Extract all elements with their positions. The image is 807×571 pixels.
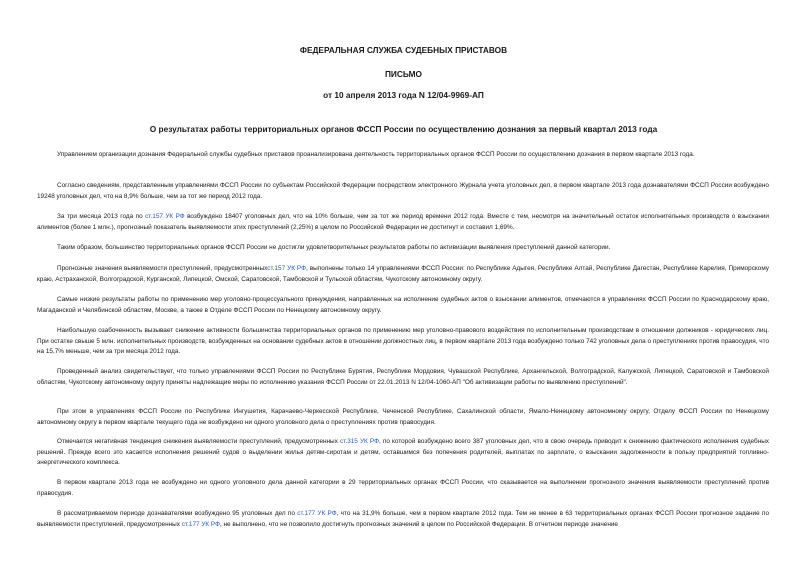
law-article-link[interactable]: ст.157 УК РФ (145, 213, 185, 220)
law-article-link[interactable]: ст.157 УК РФ (267, 265, 306, 272)
paragraph-text: Отмечается негативная тенденция снижения выявляемости преступлений, предусмотренных (57, 438, 340, 445)
paragraph: Проведенный анализ свидетельствует, что только управлениями ФССП России по Республике Бурятия, Республике Мордовия, Чувашской Республике, Архангельской, Волгоградской, Калужской, Липецкой, Саратовской и Тамбовской областям, Чукотскому автономному округу приняты надлежащие меры по исполнению указания ФССП России от 22.01.2013 N 12/04-1060-АП "Об активизации работы по выявлению преступлений". (37, 368, 769, 386)
paragraph-text: , не выполнено, что не позволило достигнуть прогнозных значений в целом по Российской Федерации. В отчетном периоде значение (219, 520, 618, 528)
document-type: ПИСЬМО (384, 69, 423, 79)
paragraph: В первом квартале 2013 года не возбуждено ни одного уголовного дела данной категории в 29 территориальных органах ФССП России, что сказывается на выполнении прогнозного значения выявляемости преступлений против правосудия. (37, 479, 769, 497)
law-article-link[interactable]: ст.177 УК РФ (297, 510, 337, 517)
paragraph-text: , по которой возбуждено всего 387 уголовных дел, что в свою очередь приводит к снижению фактического исполнения судебных решений. Прежде всего это касается исполнения решений судов о выделении жилья детям-сиротам и детям, оставшимся без попечения родителей, выплатах по зарплате, о взыскании задолженности в пользу предприятий топливно-энергетического комплекса. (37, 438, 770, 466)
paragraph: Управлением организации дознания Федеральной службы судебных приставов проанализирована деятельность территориальных органов ФССП России по осуществлению дознания в первом квартале 2013 года. (57, 151, 695, 158)
law-article-link[interactable]: ст.177 УК РФ (181, 520, 220, 528)
paragraph (37, 264, 769, 285)
document-date-number: от 10 апреля 2013 года N 12/04-9969-АП (323, 90, 484, 100)
paragraph (37, 437, 769, 469)
paragraph-text: Прогнозные значения выявляемости преступлений, предусмотренных (57, 265, 268, 272)
law-article-link[interactable]: ст.315 УК РФ (340, 438, 379, 445)
paragraph: Самые низкие результаты работы по применению мер уголовно-процессуального принуждения, направленных на исполнение судебных актов о взыскании алиментов, отмечаются в управлениях ФССП России по Краснодарскому краю, Магаданской и Челябинской областям, Москве, а также в Отделе ФССП России по Ненецкому автономному округу. (37, 296, 769, 314)
paragraph-text: возбуждено 18407 уголовных дел, что на 10% больше, чем за тот же период времени 2012 года. Вместе с тем, несмотря на значительный остаток исполнительных производств о взыскании алиментов (более 1 млн.), прогнозный показатель выявляемости этих преступлений (2,25%) в целом по Российской Федерации не достигнут и составил 1,69%. (37, 213, 769, 231)
paragraph-text: , что на 31,9% больше, чем в первом квартале 2012 года. Тем не менее в 63 территориальных органах ФССП России прогнозное задание по выявляемости преступлений, предусмотренных (37, 510, 770, 528)
paragraph (37, 509, 769, 530)
paragraph: Наибольшую озабоченность вызывает снижение активности большинства территориальных органов по применению мер уголовно-правового воздействия по исполнительным производствам в отношении должников - юридических лиц. При остатке свыше 5 млн. исполнительных производств, возбужденных на основании судебных актов в отношении должностных лиц, в первом квартале 2013 года возбуждено только 742 уголовных дела о преступлениях против правосудия, что на 15,7% меньше, чем за три месяца 2012 года. (37, 327, 769, 355)
paragraph: При этом в управлениях ФССП России по Республике Ингушетия, Карачаево-Черкесской Республике, Чеченской Республике, Сахалинской области, Ямало-Ненецкому автономному округу, Отделу ФССП России по Ненецкому автономному округу в первом квартале текущего года не возбуждено ни одного уголовного дела о преступлениях против правосудия. (37, 408, 769, 426)
agency-title: ФЕДЕРАЛЬНАЯ СЛУЖБА СУДЕБНЫХ ПРИСТАВОВ (299, 45, 508, 55)
paragraph: Таким образом, большинство территориальных органов ФССП России не достигли удовлетворительных результатов работы по активизации выявления преступлений данной категории. (57, 244, 611, 251)
paragraph-text: , выполнены только 14 управлениями ФССП России: по Республике Адыгея, Республике Алтай, Республике Дагестан, Республике Карелия, Приморскому краю, Астраханской, Волгоградской, Курганской, Липецкой, Омской, Саратовской, Тамбовской и Тульской областям, Чукотскому автономному округу. (37, 265, 769, 283)
paragraph (37, 212, 769, 233)
paragraph-text: В рассматриваемом периоде дознавателями возбуждено 95 уголовных дел по (57, 510, 298, 517)
paragraph: Согласно сведениям, представленным управлениями ФССП России по субъектам Российской Федерации посредством электронного Журнала учета уголовных дел, в первом квартале 2013 года дознавателями ФССП России возбуждено 19248 уголовных дел, что на 8,9% больше, чем за тот же период 2012 года. (37, 182, 769, 200)
letter-subject: О результатах работы территориальных органов ФССП России по осуществлению дознания за первый квартал 2013 года (149, 124, 658, 134)
paragraph-text: За три месяца 2013 года по (57, 213, 146, 220)
